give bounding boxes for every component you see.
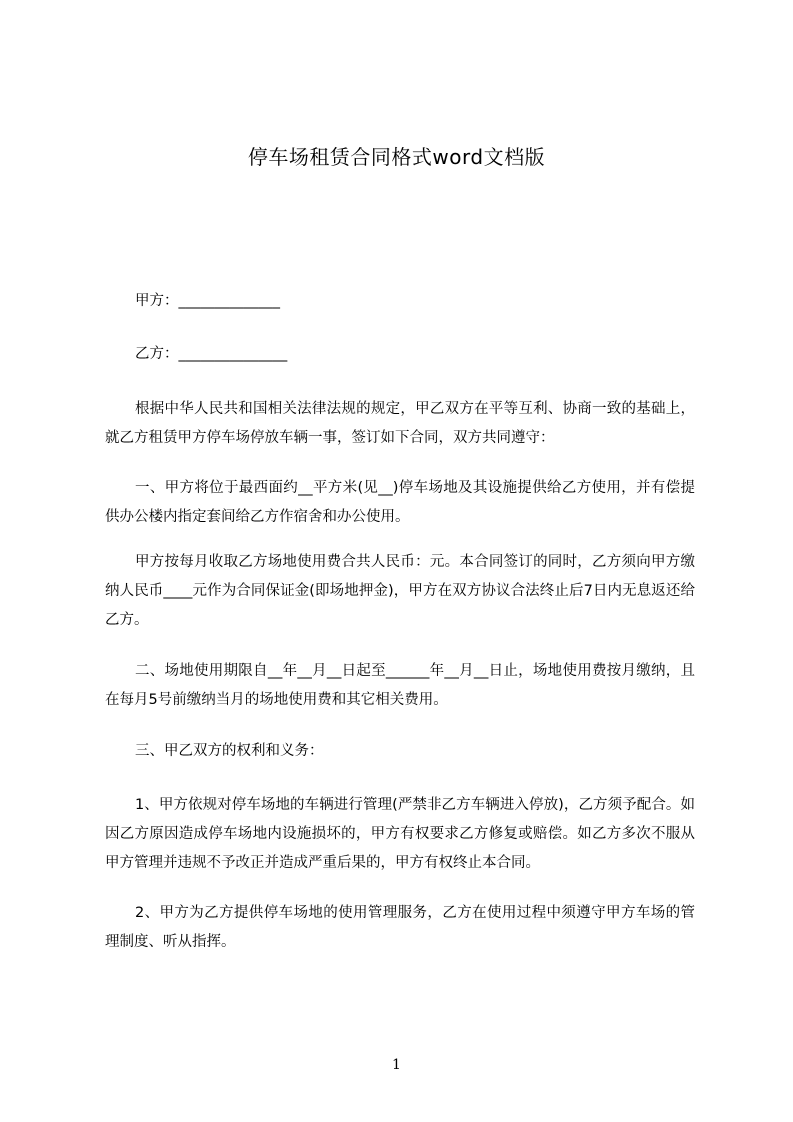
paragraph-clause-1: 一、甲方将位于最西面约__平方米(见__)停车场地及其设施提供给乙方使用，并有偿提供办公楼内指定套间给乙方作宿舍和办公使用。 [105, 480, 695, 525]
paragraph-clause-2: 二、场地使用期限自__年__月__日起至______年__月__日止，场地使用费按月缴纳，且在每月5号前缴纳当月的场地使用费和其它相关费用。 [105, 663, 695, 708]
paragraph-clause-3-2: 2、甲方为乙方提供停车场地的使用管理服务，乙方在使用过程中须遵守甲方车场的管理制度、听从指挥。 [105, 905, 695, 950]
paragraph-clause-3-1: 1、甲方依规对停车场地的车辆进行管理(严禁非乙方车辆进入停放)，乙方须予配合。如因乙方原因造成停车场地内设施损坏的，甲方有权要求乙方修复或赔偿。如乙方多次不服从甲方管理并违规不予改正并造成严重后果的，甲方有权终止本合同。 [105, 797, 695, 871]
paragraph-preamble: 根据中华人民共和国相关法律法规的规定，甲乙双方在平等互利、协商一致的基础上，就乙方租赁甲方停车场停放车辆一事，签订如下合同，双方共同遵守： [105, 401, 695, 446]
party-b-line: 乙方：_______________ [135, 346, 288, 362]
paragraph-fee: 甲方按每月收取乙方场地使用费合共人民币：元。本合同签订的同时，乙方须向甲方缴纳人民币____元作为合同保证金(即场地押金)，甲方在双方协议合法终止后7日内无息返还给乙方。 [105, 554, 695, 628]
paragraph-clause-3-heading: 三、甲乙双方的权利和义务： [135, 743, 324, 759]
document-title: 停车场租赁合同格式word文档版 [247, 145, 546, 169]
page-number: 1 [392, 1057, 401, 1073]
party-a-line: 甲方：______________ [135, 293, 280, 309]
